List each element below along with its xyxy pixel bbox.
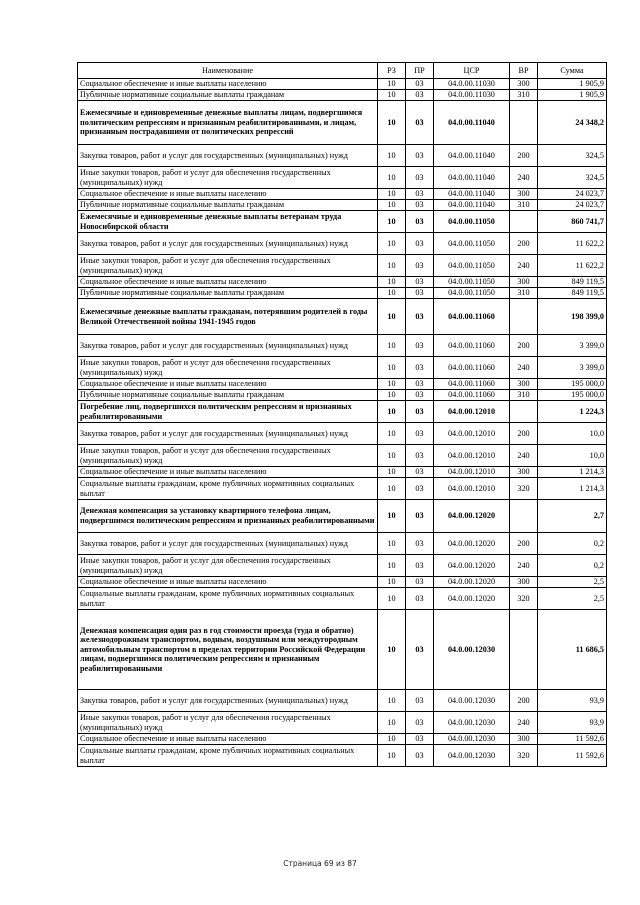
cell-rz: 10: [378, 712, 406, 734]
header-rz: РЗ: [378, 63, 406, 79]
cell-vr: [510, 610, 538, 690]
cell-sum: 0,2: [538, 555, 607, 577]
cell-pr: 03: [406, 335, 434, 357]
table-row: [78, 189, 607, 200]
cell-rz: 10: [378, 423, 406, 445]
table-row: [78, 690, 607, 712]
cell-pr: 03: [406, 167, 434, 189]
cell-pr: 03: [406, 610, 434, 690]
cell-sum: 198 399,0: [538, 299, 607, 335]
cell-pr: 03: [406, 467, 434, 478]
cell-vr: 200: [510, 533, 538, 555]
cell-vr: [510, 211, 538, 233]
cell-csr: 04.0.00.11060: [434, 390, 510, 401]
cell-name: Денежная компенсация один раз в год стоимости проезда (туда и обратно) железнодорожным транспортом, водным, воздушным или междугородным автомобильным транспортом в пределах территории Российской Федерации лицам, подвергшимся политическим репрессиям и признанным реабилитированными: [78, 610, 378, 690]
cell-name: Публичные нормативные социальные выплаты гражданам: [78, 288, 378, 299]
table-row: [78, 734, 607, 745]
cell-csr: 04.0.00.11030: [434, 79, 510, 90]
cell-name: Закупка товаров, работ и услуг для государственных (муниципальных) нужд: [78, 335, 378, 357]
cell-csr: 04.0.00.12010: [434, 445, 510, 467]
cell-name: Иные закупки товаров, работ и услуг для обеспечения государственных (муниципальных) нужд: [78, 255, 378, 277]
cell-sum: 11 592,6: [538, 734, 607, 745]
page-number: Страница 69 из 87: [283, 859, 357, 868]
cell-sum: 93,9: [538, 690, 607, 712]
cell-pr: 03: [406, 288, 434, 299]
cell-csr: 04.0.00.11050: [434, 288, 510, 299]
cell-pr: 03: [406, 390, 434, 401]
cell-pr: 03: [406, 577, 434, 588]
table-row: [78, 79, 607, 90]
cell-csr: 04.0.00.11050: [434, 277, 510, 288]
cell-sum: 324,5: [538, 145, 607, 167]
cell-sum: 1 905,9: [538, 79, 607, 90]
cell-csr: 04.0.00.12030: [434, 712, 510, 734]
cell-name: Денежная компенсация за установку квартирного телефона лицам, подвергшимся политическим репрессиям и признанных реабилитированными: [78, 500, 378, 533]
cell-pr: 03: [406, 211, 434, 233]
cell-csr: 04.0.00.12030: [434, 690, 510, 712]
cell-vr: 200: [510, 145, 538, 167]
cell-sum: 11 622,2: [538, 255, 607, 277]
table-row: [78, 577, 607, 588]
table-row: [78, 588, 607, 610]
cell-pr: 03: [406, 255, 434, 277]
cell-vr: [510, 101, 538, 145]
cell-sum: 195 000,0: [538, 390, 607, 401]
cell-vr: 300: [510, 577, 538, 588]
header-vr: ВР: [510, 63, 538, 79]
cell-name: Иные закупки товаров, работ и услуг для обеспечения государственных (муниципальных) нужд: [78, 555, 378, 577]
cell-vr: 310: [510, 288, 538, 299]
cell-sum: 11 592,6: [538, 745, 607, 767]
cell-csr: 04.0.00.12010: [434, 467, 510, 478]
cell-rz: 10: [378, 211, 406, 233]
cell-sum: 24 023,7: [538, 189, 607, 200]
table-row: [78, 555, 607, 577]
cell-csr: 04.0.00.12030: [434, 745, 510, 767]
table-row: [78, 379, 607, 390]
cell-rz: 10: [378, 445, 406, 467]
cell-rz: 10: [378, 390, 406, 401]
cell-vr: 310: [510, 90, 538, 101]
cell-vr: 240: [510, 167, 538, 189]
cell-vr: 320: [510, 588, 538, 610]
cell-csr: 04.0.00.11040: [434, 167, 510, 189]
table-row: [78, 145, 607, 167]
cell-vr: 320: [510, 745, 538, 767]
cell-pr: 03: [406, 79, 434, 90]
cell-name: Ежемесячные денежные выплаты гражданам, потерявшим родителей в годы Великой Отечественной войны 1941-1945 годов: [78, 299, 378, 335]
cell-csr: 04.0.00.11040: [434, 200, 510, 211]
cell-name: Социальное обеспечение и иные выплаты населению: [78, 79, 378, 90]
cell-rz: 10: [378, 577, 406, 588]
cell-pr: 03: [406, 734, 434, 745]
cell-sum: 849 119,5: [538, 288, 607, 299]
cell-sum: 10,0: [538, 445, 607, 467]
cell-vr: 240: [510, 255, 538, 277]
cell-pr: 03: [406, 233, 434, 255]
cell-sum: 860 741,7: [538, 211, 607, 233]
cell-sum: 0,2: [538, 533, 607, 555]
table-row: [78, 712, 607, 734]
cell-name: Закупка товаров, работ и услуг для государственных (муниципальных) нужд: [78, 145, 378, 167]
cell-rz: 10: [378, 101, 406, 145]
cell-sum: 849 119,5: [538, 277, 607, 288]
cell-vr: 200: [510, 233, 538, 255]
cell-csr: 04.0.00.11060: [434, 357, 510, 379]
cell-csr: 04.0.00.11060: [434, 299, 510, 335]
table-row: [78, 335, 607, 357]
cell-vr: 240: [510, 555, 538, 577]
cell-sum: 3 399,0: [538, 335, 607, 357]
table-row: [78, 390, 607, 401]
cell-rz: 10: [378, 379, 406, 390]
cell-csr: 04.0.00.11050: [434, 255, 510, 277]
cell-name: Публичные нормативные социальные выплаты гражданам: [78, 200, 378, 211]
cell-rz: 10: [378, 233, 406, 255]
table-row: [78, 467, 607, 478]
cell-name: Социальные выплаты гражданам, кроме публичных нормативных социальных выплат: [78, 478, 378, 500]
cell-pr: 03: [406, 299, 434, 335]
header-csr: ЦСР: [434, 63, 510, 79]
cell-rz: 10: [378, 189, 406, 200]
cell-rz: 10: [378, 288, 406, 299]
cell-sum: 1 905,9: [538, 90, 607, 101]
cell-name: Закупка товаров, работ и услуг для государственных (муниципальных) нужд: [78, 690, 378, 712]
cell-vr: 320: [510, 478, 538, 500]
cell-pr: 03: [406, 423, 434, 445]
cell-csr: 04.0.00.12030: [434, 610, 510, 690]
table-row: [78, 255, 607, 277]
cell-pr: 03: [406, 200, 434, 211]
cell-name: Закупка товаров, работ и услуг для государственных (муниципальных) нужд: [78, 533, 378, 555]
header-name: Наименование: [78, 63, 378, 79]
cell-pr: 03: [406, 478, 434, 500]
cell-rz: 10: [378, 401, 406, 423]
cell-rz: 10: [378, 533, 406, 555]
cell-csr: 04.0.00.12020: [434, 588, 510, 610]
cell-rz: 10: [378, 734, 406, 745]
cell-csr: 04.0.00.12010: [434, 423, 510, 445]
cell-rz: 10: [378, 690, 406, 712]
cell-vr: 300: [510, 79, 538, 90]
cell-vr: [510, 401, 538, 423]
cell-csr: 04.0.00.12020: [434, 500, 510, 533]
cell-csr: 04.0.00.12030: [434, 734, 510, 745]
cell-sum: 3 399,0: [538, 357, 607, 379]
cell-csr: 04.0.00.11050: [434, 211, 510, 233]
cell-sum: 2,5: [538, 588, 607, 610]
cell-name: Социальные выплаты гражданам, кроме публичных нормативных социальных выплат: [78, 588, 378, 610]
table-row: [78, 277, 607, 288]
cell-sum: 195 000,0: [538, 379, 607, 390]
table-row-section: [78, 500, 607, 533]
table-row: [78, 533, 607, 555]
cell-pr: 03: [406, 690, 434, 712]
cell-rz: 10: [378, 588, 406, 610]
cell-rz: 10: [378, 79, 406, 90]
cell-name: Закупка товаров, работ и услуг для государственных (муниципальных) нужд: [78, 233, 378, 255]
cell-sum: 324,5: [538, 167, 607, 189]
cell-rz: 10: [378, 478, 406, 500]
cell-sum: 11 686,5: [538, 610, 607, 690]
cell-rz: 10: [378, 167, 406, 189]
cell-sum: 10,0: [538, 423, 607, 445]
header-pr: ПР: [406, 63, 434, 79]
cell-pr: 03: [406, 145, 434, 167]
cell-name: Социальное обеспечение и иные выплаты населению: [78, 189, 378, 200]
cell-vr: 200: [510, 335, 538, 357]
cell-rz: 10: [378, 500, 406, 533]
cell-vr: 240: [510, 357, 538, 379]
cell-vr: [510, 500, 538, 533]
table-row: [78, 90, 607, 101]
table-row: [78, 478, 607, 500]
cell-pr: 03: [406, 712, 434, 734]
cell-csr: 04.0.00.11060: [434, 335, 510, 357]
cell-rz: 10: [378, 90, 406, 101]
cell-csr: 04.0.00.12010: [434, 401, 510, 423]
cell-name: Ежемесячные и единовременные денежные выплаты ветеранам труда Новосибирской области: [78, 211, 378, 233]
cell-name: Социальные выплаты гражданам, кроме публичных нормативных социальных выплат: [78, 745, 378, 767]
cell-vr: 240: [510, 445, 538, 467]
cell-sum: 24 348,2: [538, 101, 607, 145]
cell-sum: 1 214,3: [538, 478, 607, 500]
cell-rz: 10: [378, 255, 406, 277]
cell-pr: 03: [406, 277, 434, 288]
cell-name: Иные закупки товаров, работ и услуг для обеспечения государственных (муниципальных) нужд: [78, 445, 378, 467]
table-header-row: [78, 63, 607, 79]
cell-rz: 10: [378, 555, 406, 577]
cell-csr: 04.0.00.11040: [434, 101, 510, 145]
table-row: [78, 200, 607, 211]
cell-pr: 03: [406, 500, 434, 533]
cell-csr: 04.0.00.12020: [434, 577, 510, 588]
cell-csr: 04.0.00.12020: [434, 533, 510, 555]
cell-name: Публичные нормативные социальные выплаты гражданам: [78, 390, 378, 401]
table-row: [78, 423, 607, 445]
cell-vr: 300: [510, 277, 538, 288]
cell-rz: 10: [378, 277, 406, 288]
cell-pr: 03: [406, 745, 434, 767]
cell-pr: 03: [406, 189, 434, 200]
table-row: [78, 233, 607, 255]
header-sum: Сумма: [538, 63, 607, 79]
cell-vr: 200: [510, 423, 538, 445]
cell-rz: 10: [378, 299, 406, 335]
cell-vr: 300: [510, 189, 538, 200]
cell-rz: 10: [378, 745, 406, 767]
cell-name: Закупка товаров, работ и услуг для государственных (муниципальных) нужд: [78, 423, 378, 445]
cell-pr: 03: [406, 101, 434, 145]
cell-pr: 03: [406, 445, 434, 467]
cell-csr: 04.0.00.12020: [434, 555, 510, 577]
cell-vr: 300: [510, 734, 538, 745]
cell-rz: 10: [378, 335, 406, 357]
cell-name: Социальное обеспечение и иные выплаты населению: [78, 379, 378, 390]
cell-pr: 03: [406, 555, 434, 577]
table-row: [78, 167, 607, 189]
cell-csr: 04.0.00.11060: [434, 379, 510, 390]
cell-sum: 1 224,3: [538, 401, 607, 423]
cell-rz: 10: [378, 467, 406, 478]
budget-table: [77, 62, 607, 767]
cell-sum: 24 023,7: [538, 200, 607, 211]
cell-name: Социальное обеспечение и иные выплаты населению: [78, 577, 378, 588]
table-row-section: [78, 610, 607, 690]
cell-vr: 240: [510, 712, 538, 734]
cell-sum: 11 622,2: [538, 233, 607, 255]
cell-vr: [510, 299, 538, 335]
cell-rz: 10: [378, 145, 406, 167]
cell-name: Погребение лиц, подвергшихся политическим репрессиям и признанных реабилитированными: [78, 401, 378, 423]
cell-csr: 04.0.00.11030: [434, 90, 510, 101]
cell-csr: 04.0.00.11040: [434, 189, 510, 200]
cell-name: Иные закупки товаров, работ и услуг для обеспечения государственных (муниципальных) нужд: [78, 712, 378, 734]
table-row-section: [78, 211, 607, 233]
cell-name: Публичные нормативные социальные выплаты гражданам: [78, 90, 378, 101]
cell-rz: 10: [378, 610, 406, 690]
cell-pr: 03: [406, 90, 434, 101]
cell-csr: 04.0.00.11050: [434, 233, 510, 255]
cell-vr: 200: [510, 690, 538, 712]
cell-name: Ежемесячные и единовременные денежные выплаты лицам, подвергшимся политическим репрессиям и признанным реабилитированными, и лицам, признанным пострадавшими от политических репрессий: [78, 101, 378, 145]
cell-name: Социальное обеспечение и иные выплаты населению: [78, 734, 378, 745]
cell-name: Социальное обеспечение и иные выплаты населению: [78, 277, 378, 288]
table-row-section: [78, 401, 607, 423]
cell-vr: 300: [510, 467, 538, 478]
cell-rz: 10: [378, 200, 406, 211]
cell-csr: 04.0.00.11040: [434, 145, 510, 167]
table-row: [78, 288, 607, 299]
cell-pr: 03: [406, 588, 434, 610]
cell-name: Иные закупки товаров, работ и услуг для обеспечения государственных (муниципальных) нужд: [78, 167, 378, 189]
table-row-section: [78, 101, 607, 145]
cell-name: Иные закупки товаров, работ и услуг для обеспечения государственных (муниципальных) нужд: [78, 357, 378, 379]
cell-vr: 310: [510, 200, 538, 211]
cell-pr: 03: [406, 401, 434, 423]
cell-sum: 2,5: [538, 577, 607, 588]
cell-csr: 04.0.00.12010: [434, 478, 510, 500]
cell-sum: 1 214,3: [538, 467, 607, 478]
table-row: [78, 357, 607, 379]
table-row: [78, 745, 607, 767]
cell-vr: 310: [510, 390, 538, 401]
cell-vr: 300: [510, 379, 538, 390]
table-row: [78, 445, 607, 467]
cell-sum: 2,7: [538, 500, 607, 533]
cell-name: Социальное обеспечение и иные выплаты населению: [78, 467, 378, 478]
cell-sum: 93,9: [538, 712, 607, 734]
cell-pr: 03: [406, 379, 434, 390]
table-row-section: [78, 299, 607, 335]
cell-pr: 03: [406, 357, 434, 379]
cell-pr: 03: [406, 533, 434, 555]
cell-rz: 10: [378, 357, 406, 379]
